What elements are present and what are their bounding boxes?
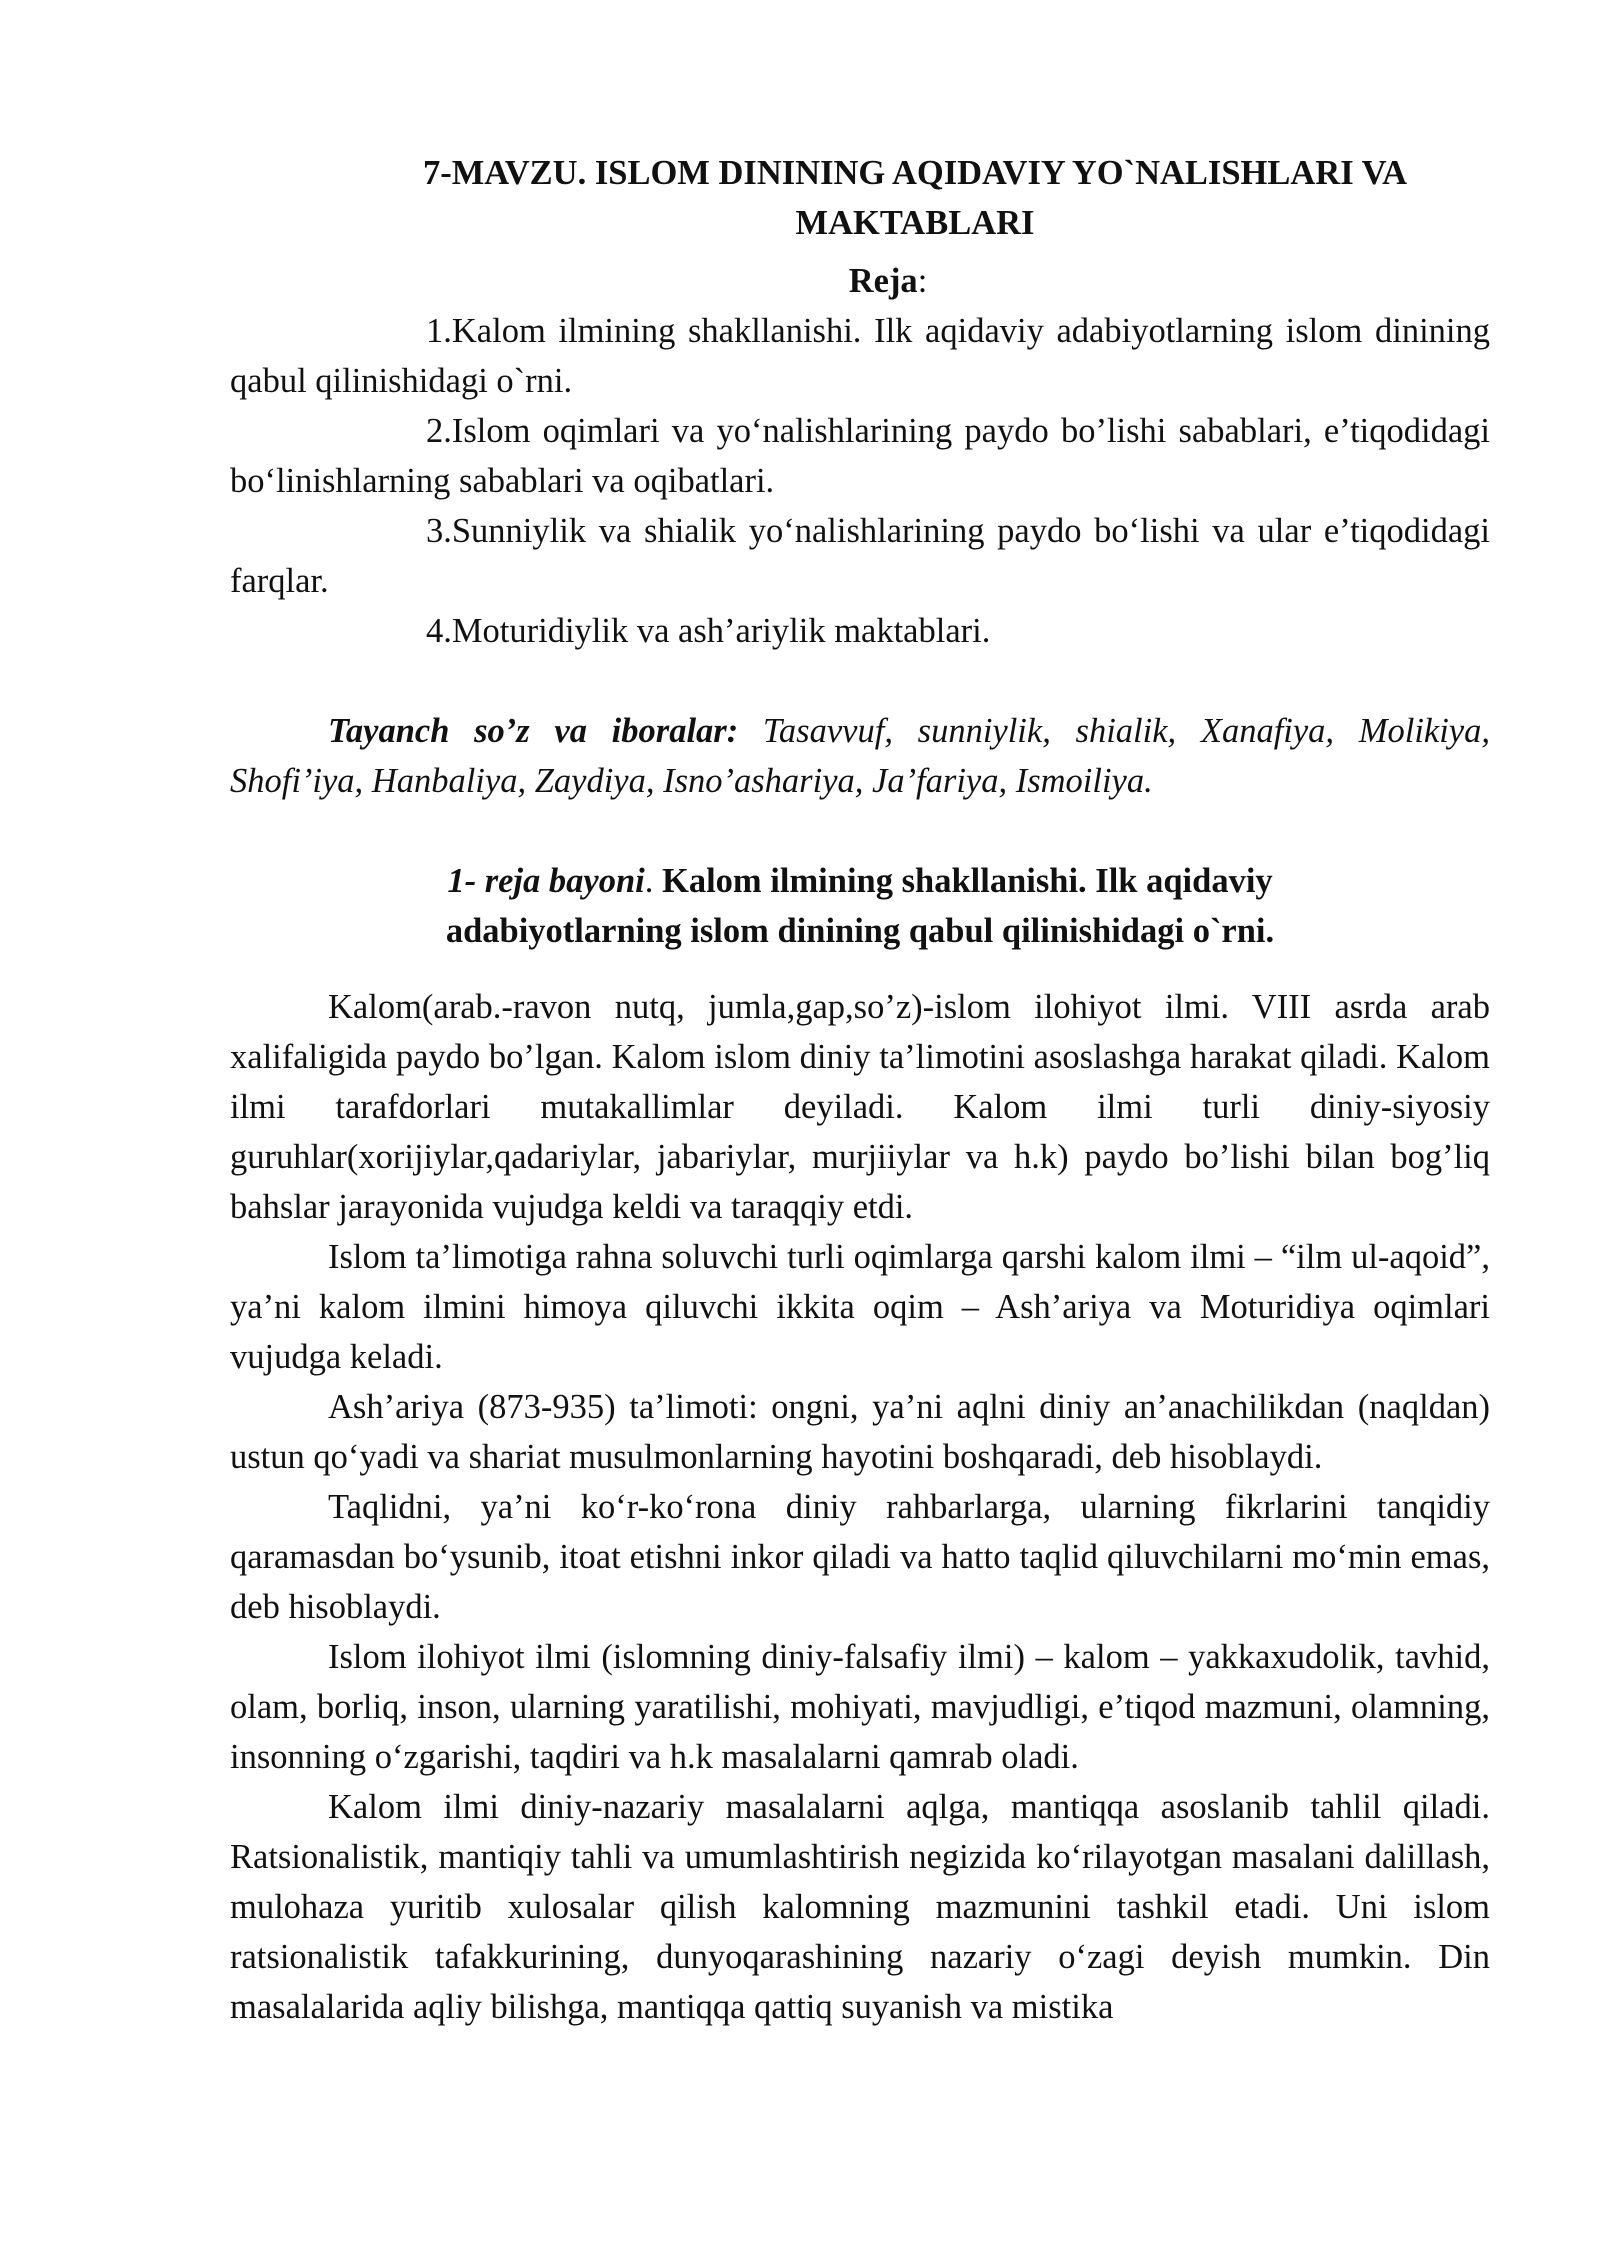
section-heading-label: 1- reja bayoni (447, 862, 645, 900)
body-paragraph: Islom ta’limotiga rahna soluvchi turli oqimlarga qarshi kalom ilmi – “ilm ul-aqoid”, ya’ni kalom ilmini himoya qiluvchi ikkita oqim – Ash’ariya va Moturidiya oqimlari vujudga keladi. (230, 1238, 1490, 1376)
plan-item-number: 2. (426, 412, 452, 450)
keywords-paragraph (230, 706, 1490, 806)
plan-list (230, 306, 1490, 656)
body-paragraph: Kalom(arab.-ravon nutq, jumla,gap,so’z)-islom ilohiyot ilmi. VIII asrda arab xalifaligida paydo bo’lgan. Kalom islom diniy ta’limotini asoslashga harakat qiladi. Kalom ilmi tarafdorlari mutakallimlar deyiladi. Kalom ilmi turli diniy-siyosiy guruhlar(xorijiylar,qadariylar, jabariylar, murjiiylar va h.k) paydo bo’lishi bilan bog’liq bahslar jarayonida vujudga keldi va taraqqiy etdi. (230, 988, 1490, 1226)
body-paragraph: Kalom ilmi diniy-nazariy masalalarni aqlga, mantiqqa asoslanib tahlil qiladi. Ratsionalistik, mantiqiy tahli va umumlashtirish negizida ko‘rilayotgan masalani dalillash, mulohaza yuritib xulosalar qilish kalomning mazmunini tashkil etadi. Uni islom ratsionalistik tafakkurining, dunyoqarashining nazariy o‘zagi deyish mumkin. Din masalalarida aqliy bilishga, mantiqqa qattiq suyanish va mistika (230, 1788, 1490, 2026)
body-paragraph: Islom ilohiyot ilmi (islomning diniy-falsafiy ilmi) – kalom – yakkaxudolik, tavhid, olam, borliq, inson, ularning yaratilishi, mohiyati, mavjudligi, e’tiqod mazmuni, olamning, insonning o‘zgarishi, taqdiri va h.k masalalarni qamrab oladi. (230, 1638, 1490, 1776)
title-line-1: 7-MAVZU. ISLOM DININING AQIDAVIY YO`NALISHLARI VA (422, 154, 1408, 192)
section-heading (230, 856, 1490, 956)
keywords-label: Tayanch so’z va iboralar: (328, 712, 739, 750)
plan-heading-label: Reja (848, 262, 918, 300)
plan-item-number: 1. (426, 312, 452, 350)
plan-heading (230, 256, 1490, 306)
keywords-text: Tasavvuf, sunniylik, shialik, Xanafiya, Molikiya, Shofi’iya, Hanbaliya, Zaydiya, Isno’ashariya, Ja’fariya, Ismoiliya. (230, 712, 1490, 800)
section-heading-dot: . (644, 862, 662, 900)
plan-item-text: Sunniylik va shialik yo‘nalishlarining paydo bo‘lishi va ular e’tiqodidagi farqlar. (230, 512, 1490, 600)
body-paragraph: Taqlidni, ya’ni ko‘r-ko‘rona diniy rahbarlarga, ularning fikrlarini tanqidiy qaramasdan bo‘ysunib, itoat etishni inkor qiladi va hatto taqlid qiluvchilarni mo‘min emas, deb hisoblaydi. (230, 1488, 1490, 1626)
document-body (230, 148, 1490, 2032)
body-paragraph: Ash’ariya (873-935) ta’limoti: ongni, ya’ni aqlni diniy an’anachilikdan (naqldan) ustun qo‘yadi va shariat musulmonlarning hayotini boshqaradi, deb hisoblaydi. (230, 1388, 1490, 1476)
section-heading-line-2: adabiyotlarning islom dinining qabul qilinishidagi o`rni. (445, 912, 1275, 950)
plan-item-number: 4. (426, 612, 452, 650)
section-body (230, 982, 1490, 2032)
plan-item-text: Kalom ilmining shakllanishi. Ilk aqidaviy adabiyotlarning islom dinining qabul qilinishidagi o`rni. (230, 312, 1490, 400)
plan-item-text: Moturidiylik va ash’ariylik maktablari. (451, 612, 991, 650)
section-heading-line-1: Kalom ilmining shakllanishi. Ilk aqidaviy (661, 862, 1273, 900)
plan-item-number: 3. (426, 512, 452, 550)
plan-item (230, 306, 1490, 406)
plan-item (230, 406, 1490, 506)
plan-heading-colon: : (917, 262, 928, 300)
plan-item (230, 506, 1490, 606)
title-line-2: MAKTABLARI (795, 204, 1035, 242)
plan-item-text: Islom oqimlari va yo‘nalishlarining paydo bo’lishi sabablari, e’tiqodidagi bo‘linishlarning sabablari va oqibatlari. (230, 412, 1490, 500)
page-title (230, 148, 1490, 248)
plan-item (230, 606, 1490, 656)
